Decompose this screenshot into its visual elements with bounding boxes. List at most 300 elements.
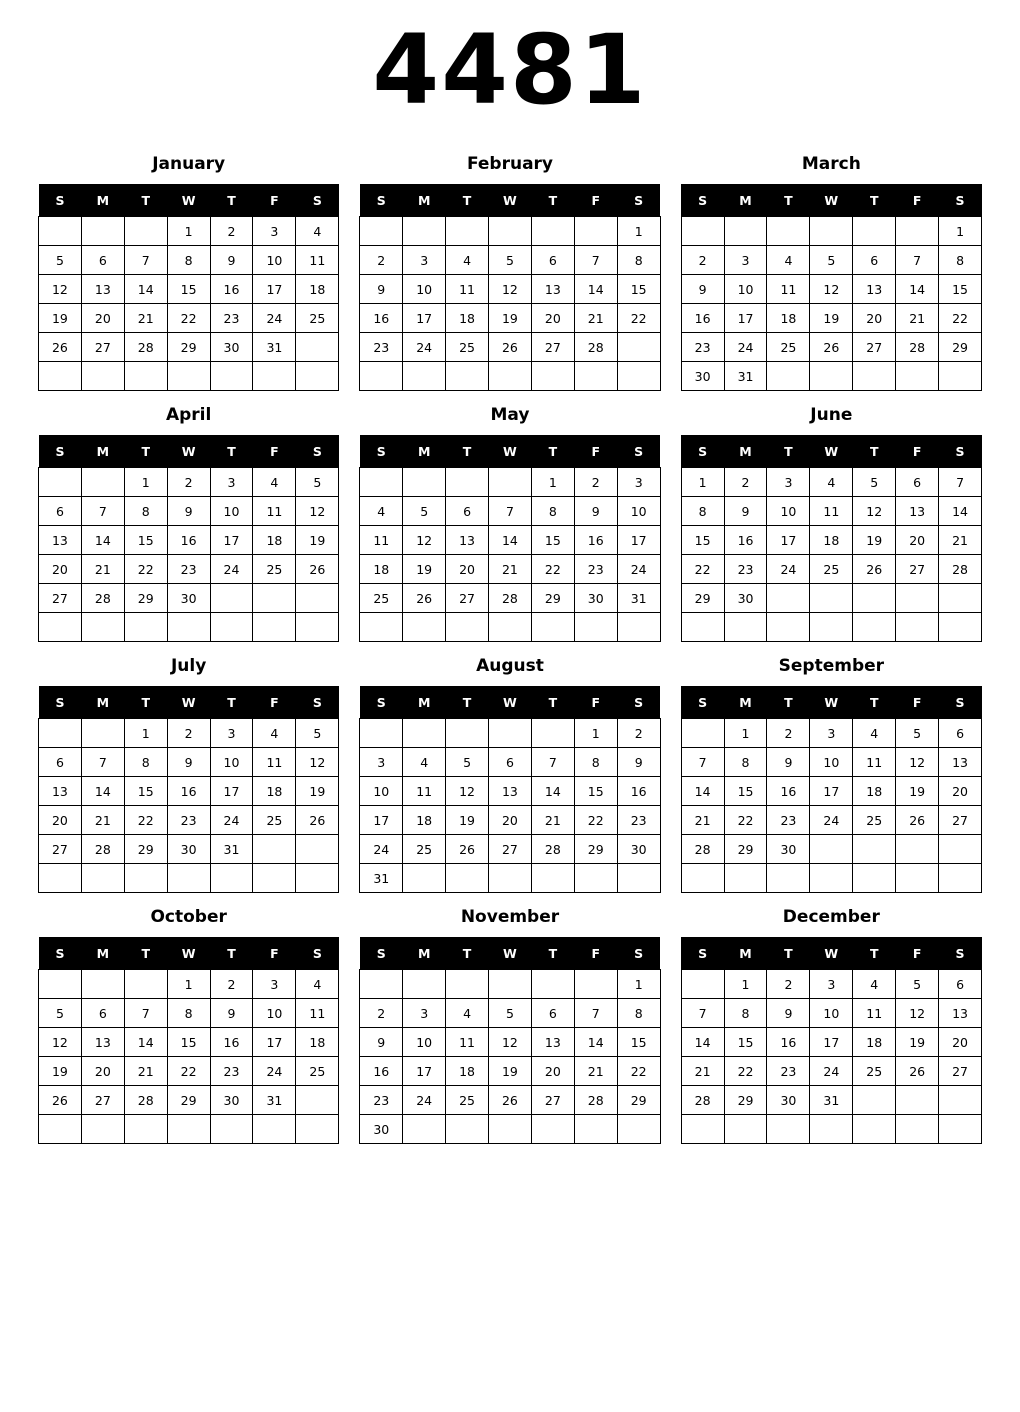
day-cell[interactable]: 15 (681, 526, 724, 555)
day-cell[interactable]: 1 (939, 217, 982, 246)
day-cell[interactable]: 28 (81, 835, 124, 864)
day-cell[interactable]: 10 (724, 275, 767, 304)
day-cell[interactable]: 14 (124, 1028, 167, 1057)
day-cell[interactable]: 30 (360, 1115, 403, 1144)
day-cell[interactable]: 22 (167, 304, 210, 333)
day-cell[interactable]: 26 (489, 333, 532, 362)
day-cell[interactable]: 23 (360, 1086, 403, 1115)
day-cell[interactable]: 12 (403, 526, 446, 555)
day-cell[interactable]: 27 (896, 555, 939, 584)
day-cell[interactable]: 26 (896, 806, 939, 835)
day-cell[interactable]: 4 (403, 748, 446, 777)
day-cell[interactable]: 5 (39, 999, 82, 1028)
day-cell[interactable]: 4 (767, 246, 810, 275)
day-cell[interactable]: 9 (210, 246, 253, 275)
day-cell[interactable]: 24 (210, 555, 253, 584)
day-cell[interactable]: 28 (124, 1086, 167, 1115)
day-cell[interactable]: 31 (724, 362, 767, 391)
day-cell[interactable]: 29 (939, 333, 982, 362)
day-cell[interactable]: 15 (724, 1028, 767, 1057)
day-cell[interactable]: 6 (446, 497, 489, 526)
day-cell[interactable]: 11 (767, 275, 810, 304)
day-cell[interactable]: 9 (724, 497, 767, 526)
day-cell[interactable]: 2 (210, 217, 253, 246)
day-cell[interactable]: 11 (853, 748, 896, 777)
day-cell[interactable]: 13 (81, 275, 124, 304)
day-cell[interactable]: 3 (403, 999, 446, 1028)
day-cell[interactable]: 14 (531, 777, 574, 806)
day-cell[interactable]: 26 (446, 835, 489, 864)
day-cell[interactable]: 22 (724, 1057, 767, 1086)
day-cell[interactable]: 1 (681, 468, 724, 497)
day-cell[interactable]: 23 (167, 806, 210, 835)
day-cell[interactable]: 19 (39, 304, 82, 333)
day-cell[interactable]: 10 (210, 748, 253, 777)
day-cell[interactable]: 24 (210, 806, 253, 835)
day-cell[interactable]: 20 (531, 304, 574, 333)
day-cell[interactable]: 26 (39, 1086, 82, 1115)
day-cell[interactable]: 19 (296, 777, 339, 806)
day-cell[interactable]: 4 (296, 217, 339, 246)
day-cell[interactable]: 2 (167, 719, 210, 748)
day-cell[interactable]: 4 (810, 468, 853, 497)
day-cell[interactable]: 20 (81, 304, 124, 333)
day-cell[interactable]: 27 (853, 333, 896, 362)
day-cell[interactable]: 18 (360, 555, 403, 584)
day-cell[interactable]: 2 (574, 468, 617, 497)
day-cell[interactable]: 11 (253, 497, 296, 526)
day-cell[interactable]: 11 (253, 748, 296, 777)
day-cell[interactable]: 17 (767, 526, 810, 555)
day-cell[interactable]: 20 (939, 1028, 982, 1057)
day-cell[interactable]: 9 (360, 275, 403, 304)
day-cell[interactable]: 18 (403, 806, 446, 835)
day-cell[interactable]: 7 (531, 748, 574, 777)
day-cell[interactable]: 29 (531, 584, 574, 613)
day-cell[interactable]: 1 (724, 719, 767, 748)
day-cell[interactable]: 3 (810, 970, 853, 999)
day-cell[interactable]: 9 (767, 748, 810, 777)
day-cell[interactable]: 30 (574, 584, 617, 613)
day-cell[interactable]: 5 (489, 999, 532, 1028)
day-cell[interactable]: 22 (681, 555, 724, 584)
day-cell[interactable]: 18 (296, 1028, 339, 1057)
day-cell[interactable]: 6 (531, 999, 574, 1028)
day-cell[interactable]: 9 (210, 999, 253, 1028)
day-cell[interactable]: 24 (810, 1057, 853, 1086)
day-cell[interactable]: 2 (210, 970, 253, 999)
day-cell[interactable]: 21 (681, 806, 724, 835)
day-cell[interactable]: 1 (724, 970, 767, 999)
day-cell[interactable]: 28 (939, 555, 982, 584)
day-cell[interactable]: 15 (574, 777, 617, 806)
day-cell[interactable]: 14 (124, 275, 167, 304)
day-cell[interactable]: 30 (767, 1086, 810, 1115)
day-cell[interactable]: 22 (531, 555, 574, 584)
day-cell[interactable]: 8 (939, 246, 982, 275)
day-cell[interactable]: 21 (574, 1057, 617, 1086)
day-cell[interactable]: 29 (724, 1086, 767, 1115)
day-cell[interactable]: 11 (296, 246, 339, 275)
day-cell[interactable]: 5 (296, 468, 339, 497)
day-cell[interactable]: 13 (39, 777, 82, 806)
day-cell[interactable]: 7 (681, 999, 724, 1028)
day-cell[interactable]: 5 (896, 970, 939, 999)
day-cell[interactable]: 9 (617, 748, 660, 777)
day-cell[interactable]: 12 (853, 497, 896, 526)
day-cell[interactable]: 14 (489, 526, 532, 555)
day-cell[interactable]: 1 (167, 217, 210, 246)
day-cell[interactable]: 30 (681, 362, 724, 391)
day-cell[interactable]: 19 (853, 526, 896, 555)
day-cell[interactable]: 10 (617, 497, 660, 526)
day-cell[interactable]: 27 (39, 584, 82, 613)
day-cell[interactable]: 24 (253, 1057, 296, 1086)
day-cell[interactable]: 15 (617, 275, 660, 304)
day-cell[interactable]: 24 (403, 1086, 446, 1115)
day-cell[interactable]: 20 (939, 777, 982, 806)
day-cell[interactable]: 27 (81, 333, 124, 362)
day-cell[interactable]: 30 (167, 835, 210, 864)
day-cell[interactable]: 1 (617, 970, 660, 999)
day-cell[interactable]: 28 (681, 1086, 724, 1115)
day-cell[interactable]: 14 (681, 1028, 724, 1057)
day-cell[interactable]: 14 (574, 1028, 617, 1057)
day-cell[interactable]: 31 (253, 333, 296, 362)
day-cell[interactable]: 12 (810, 275, 853, 304)
day-cell[interactable]: 11 (446, 1028, 489, 1057)
day-cell[interactable]: 11 (296, 999, 339, 1028)
day-cell[interactable]: 7 (81, 497, 124, 526)
day-cell[interactable]: 17 (253, 1028, 296, 1057)
day-cell[interactable]: 29 (617, 1086, 660, 1115)
day-cell[interactable]: 24 (253, 304, 296, 333)
day-cell[interactable]: 28 (574, 333, 617, 362)
day-cell[interactable]: 28 (124, 333, 167, 362)
day-cell[interactable]: 21 (531, 806, 574, 835)
day-cell[interactable]: 13 (896, 497, 939, 526)
day-cell[interactable]: 10 (210, 497, 253, 526)
day-cell[interactable]: 10 (767, 497, 810, 526)
day-cell[interactable]: 29 (724, 835, 767, 864)
day-cell[interactable]: 24 (810, 806, 853, 835)
day-cell[interactable]: 18 (296, 275, 339, 304)
day-cell[interactable]: 9 (574, 497, 617, 526)
day-cell[interactable]: 18 (253, 777, 296, 806)
day-cell[interactable]: 29 (681, 584, 724, 613)
day-cell[interactable]: 20 (489, 806, 532, 835)
day-cell[interactable]: 17 (253, 275, 296, 304)
day-cell[interactable]: 16 (724, 526, 767, 555)
day-cell[interactable]: 9 (681, 275, 724, 304)
day-cell[interactable]: 16 (360, 1057, 403, 1086)
day-cell[interactable]: 7 (81, 748, 124, 777)
day-cell[interactable]: 15 (167, 275, 210, 304)
day-cell[interactable]: 23 (210, 1057, 253, 1086)
day-cell[interactable]: 30 (210, 1086, 253, 1115)
day-cell[interactable]: 10 (253, 246, 296, 275)
day-cell[interactable]: 28 (531, 835, 574, 864)
day-cell[interactable]: 17 (210, 777, 253, 806)
day-cell[interactable]: 15 (724, 777, 767, 806)
day-cell[interactable]: 7 (489, 497, 532, 526)
day-cell[interactable]: 6 (489, 748, 532, 777)
day-cell[interactable]: 2 (167, 468, 210, 497)
day-cell[interactable]: 16 (167, 526, 210, 555)
day-cell[interactable]: 18 (446, 304, 489, 333)
day-cell[interactable]: 3 (253, 970, 296, 999)
day-cell[interactable]: 25 (253, 555, 296, 584)
day-cell[interactable]: 18 (253, 526, 296, 555)
day-cell[interactable]: 6 (853, 246, 896, 275)
day-cell[interactable]: 17 (403, 1057, 446, 1086)
day-cell[interactable]: 19 (896, 1028, 939, 1057)
day-cell[interactable]: 29 (124, 835, 167, 864)
day-cell[interactable]: 18 (810, 526, 853, 555)
day-cell[interactable]: 2 (767, 719, 810, 748)
day-cell[interactable]: 4 (446, 246, 489, 275)
day-cell[interactable]: 29 (574, 835, 617, 864)
day-cell[interactable]: 21 (896, 304, 939, 333)
day-cell[interactable]: 24 (767, 555, 810, 584)
day-cell[interactable]: 8 (167, 999, 210, 1028)
day-cell[interactable]: 8 (167, 246, 210, 275)
day-cell[interactable]: 17 (403, 304, 446, 333)
day-cell[interactable]: 3 (810, 719, 853, 748)
day-cell[interactable]: 23 (574, 555, 617, 584)
day-cell[interactable]: 28 (681, 835, 724, 864)
day-cell[interactable]: 7 (124, 999, 167, 1028)
day-cell[interactable]: 27 (489, 835, 532, 864)
day-cell[interactable]: 13 (939, 999, 982, 1028)
day-cell[interactable]: 8 (124, 748, 167, 777)
day-cell[interactable]: 3 (360, 748, 403, 777)
day-cell[interactable]: 23 (360, 333, 403, 362)
day-cell[interactable]: 24 (724, 333, 767, 362)
day-cell[interactable]: 8 (574, 748, 617, 777)
day-cell[interactable]: 14 (939, 497, 982, 526)
day-cell[interactable]: 11 (446, 275, 489, 304)
day-cell[interactable]: 12 (446, 777, 489, 806)
day-cell[interactable]: 11 (810, 497, 853, 526)
day-cell[interactable]: 13 (531, 275, 574, 304)
day-cell[interactable]: 25 (853, 806, 896, 835)
day-cell[interactable]: 30 (210, 333, 253, 362)
day-cell[interactable]: 21 (81, 555, 124, 584)
day-cell[interactable]: 17 (210, 526, 253, 555)
day-cell[interactable]: 4 (253, 719, 296, 748)
day-cell[interactable]: 13 (853, 275, 896, 304)
day-cell[interactable]: 9 (167, 748, 210, 777)
day-cell[interactable]: 11 (360, 526, 403, 555)
day-cell[interactable]: 5 (810, 246, 853, 275)
day-cell[interactable]: 6 (531, 246, 574, 275)
day-cell[interactable]: 1 (124, 719, 167, 748)
day-cell[interactable]: 19 (896, 777, 939, 806)
day-cell[interactable]: 20 (81, 1057, 124, 1086)
day-cell[interactable]: 20 (896, 526, 939, 555)
day-cell[interactable]: 6 (939, 719, 982, 748)
day-cell[interactable]: 7 (896, 246, 939, 275)
day-cell[interactable]: 22 (124, 555, 167, 584)
day-cell[interactable]: 10 (810, 999, 853, 1028)
day-cell[interactable]: 8 (681, 497, 724, 526)
day-cell[interactable]: 6 (939, 970, 982, 999)
day-cell[interactable]: 26 (896, 1057, 939, 1086)
day-cell[interactable]: 22 (939, 304, 982, 333)
day-cell[interactable]: 15 (124, 777, 167, 806)
day-cell[interactable]: 24 (617, 555, 660, 584)
day-cell[interactable]: 16 (210, 275, 253, 304)
day-cell[interactable]: 1 (531, 468, 574, 497)
day-cell[interactable]: 24 (403, 333, 446, 362)
day-cell[interactable]: 25 (253, 806, 296, 835)
day-cell[interactable]: 27 (531, 333, 574, 362)
day-cell[interactable]: 16 (210, 1028, 253, 1057)
day-cell[interactable]: 23 (767, 806, 810, 835)
day-cell[interactable]: 19 (403, 555, 446, 584)
day-cell[interactable]: 7 (574, 999, 617, 1028)
day-cell[interactable]: 12 (489, 275, 532, 304)
day-cell[interactable]: 12 (39, 275, 82, 304)
day-cell[interactable]: 27 (39, 835, 82, 864)
day-cell[interactable]: 2 (360, 999, 403, 1028)
day-cell[interactable]: 24 (360, 835, 403, 864)
day-cell[interactable]: 23 (724, 555, 767, 584)
day-cell[interactable]: 13 (531, 1028, 574, 1057)
day-cell[interactable]: 25 (360, 584, 403, 613)
day-cell[interactable]: 3 (253, 217, 296, 246)
day-cell[interactable]: 19 (296, 526, 339, 555)
day-cell[interactable]: 25 (853, 1057, 896, 1086)
day-cell[interactable]: 16 (574, 526, 617, 555)
day-cell[interactable]: 5 (446, 748, 489, 777)
day-cell[interactable]: 12 (896, 748, 939, 777)
day-cell[interactable]: 10 (253, 999, 296, 1028)
day-cell[interactable]: 26 (853, 555, 896, 584)
day-cell[interactable]: 19 (489, 1057, 532, 1086)
day-cell[interactable]: 8 (724, 748, 767, 777)
day-cell[interactable]: 12 (896, 999, 939, 1028)
day-cell[interactable]: 17 (724, 304, 767, 333)
day-cell[interactable]: 16 (767, 1028, 810, 1057)
day-cell[interactable]: 23 (210, 304, 253, 333)
day-cell[interactable]: 31 (253, 1086, 296, 1115)
day-cell[interactable]: 3 (617, 468, 660, 497)
day-cell[interactable]: 26 (489, 1086, 532, 1115)
day-cell[interactable]: 21 (489, 555, 532, 584)
day-cell[interactable]: 1 (167, 970, 210, 999)
day-cell[interactable]: 25 (296, 304, 339, 333)
day-cell[interactable]: 15 (617, 1028, 660, 1057)
day-cell[interactable]: 27 (939, 806, 982, 835)
day-cell[interactable]: 6 (81, 246, 124, 275)
day-cell[interactable]: 5 (39, 246, 82, 275)
day-cell[interactable]: 11 (853, 999, 896, 1028)
day-cell[interactable]: 27 (446, 584, 489, 613)
day-cell[interactable]: 6 (81, 999, 124, 1028)
day-cell[interactable]: 22 (724, 806, 767, 835)
day-cell[interactable]: 4 (253, 468, 296, 497)
day-cell[interactable]: 30 (617, 835, 660, 864)
day-cell[interactable]: 12 (39, 1028, 82, 1057)
day-cell[interactable]: 8 (124, 497, 167, 526)
day-cell[interactable]: 7 (124, 246, 167, 275)
day-cell[interactable]: 13 (489, 777, 532, 806)
day-cell[interactable]: 2 (617, 719, 660, 748)
day-cell[interactable]: 27 (81, 1086, 124, 1115)
day-cell[interactable]: 7 (574, 246, 617, 275)
day-cell[interactable]: 4 (853, 719, 896, 748)
day-cell[interactable]: 23 (767, 1057, 810, 1086)
day-cell[interactable]: 3 (724, 246, 767, 275)
day-cell[interactable]: 22 (617, 1057, 660, 1086)
day-cell[interactable]: 17 (617, 526, 660, 555)
day-cell[interactable]: 2 (767, 970, 810, 999)
day-cell[interactable]: 2 (681, 246, 724, 275)
day-cell[interactable]: 2 (724, 468, 767, 497)
day-cell[interactable]: 30 (767, 835, 810, 864)
day-cell[interactable]: 6 (39, 748, 82, 777)
day-cell[interactable]: 23 (167, 555, 210, 584)
day-cell[interactable]: 22 (617, 304, 660, 333)
day-cell[interactable]: 21 (124, 304, 167, 333)
day-cell[interactable]: 26 (810, 333, 853, 362)
day-cell[interactable]: 30 (724, 584, 767, 613)
day-cell[interactable]: 3 (403, 246, 446, 275)
day-cell[interactable]: 18 (853, 777, 896, 806)
day-cell[interactable]: 10 (810, 748, 853, 777)
day-cell[interactable]: 17 (810, 1028, 853, 1057)
day-cell[interactable]: 20 (39, 555, 82, 584)
day-cell[interactable]: 14 (574, 275, 617, 304)
day-cell[interactable]: 10 (403, 1028, 446, 1057)
day-cell[interactable]: 4 (446, 999, 489, 1028)
day-cell[interactable]: 31 (210, 835, 253, 864)
day-cell[interactable]: 7 (939, 468, 982, 497)
day-cell[interactable]: 3 (767, 468, 810, 497)
day-cell[interactable]: 23 (681, 333, 724, 362)
day-cell[interactable]: 16 (767, 777, 810, 806)
day-cell[interactable]: 15 (939, 275, 982, 304)
day-cell[interactable]: 31 (810, 1086, 853, 1115)
day-cell[interactable]: 17 (810, 777, 853, 806)
day-cell[interactable]: 21 (81, 806, 124, 835)
day-cell[interactable]: 8 (531, 497, 574, 526)
day-cell[interactable]: 15 (167, 1028, 210, 1057)
day-cell[interactable]: 28 (81, 584, 124, 613)
day-cell[interactable]: 5 (403, 497, 446, 526)
day-cell[interactable]: 14 (81, 777, 124, 806)
day-cell[interactable]: 13 (81, 1028, 124, 1057)
day-cell[interactable]: 17 (360, 806, 403, 835)
day-cell[interactable]: 23 (617, 806, 660, 835)
day-cell[interactable]: 22 (167, 1057, 210, 1086)
day-cell[interactable]: 19 (489, 304, 532, 333)
day-cell[interactable]: 18 (767, 304, 810, 333)
day-cell[interactable]: 21 (939, 526, 982, 555)
day-cell[interactable]: 10 (360, 777, 403, 806)
day-cell[interactable]: 20 (39, 806, 82, 835)
day-cell[interactable]: 12 (296, 748, 339, 777)
day-cell[interactable]: 22 (574, 806, 617, 835)
day-cell[interactable]: 12 (296, 497, 339, 526)
day-cell[interactable]: 28 (896, 333, 939, 362)
day-cell[interactable]: 19 (446, 806, 489, 835)
day-cell[interactable]: 5 (489, 246, 532, 275)
day-cell[interactable]: 8 (617, 246, 660, 275)
day-cell[interactable]: 13 (939, 748, 982, 777)
